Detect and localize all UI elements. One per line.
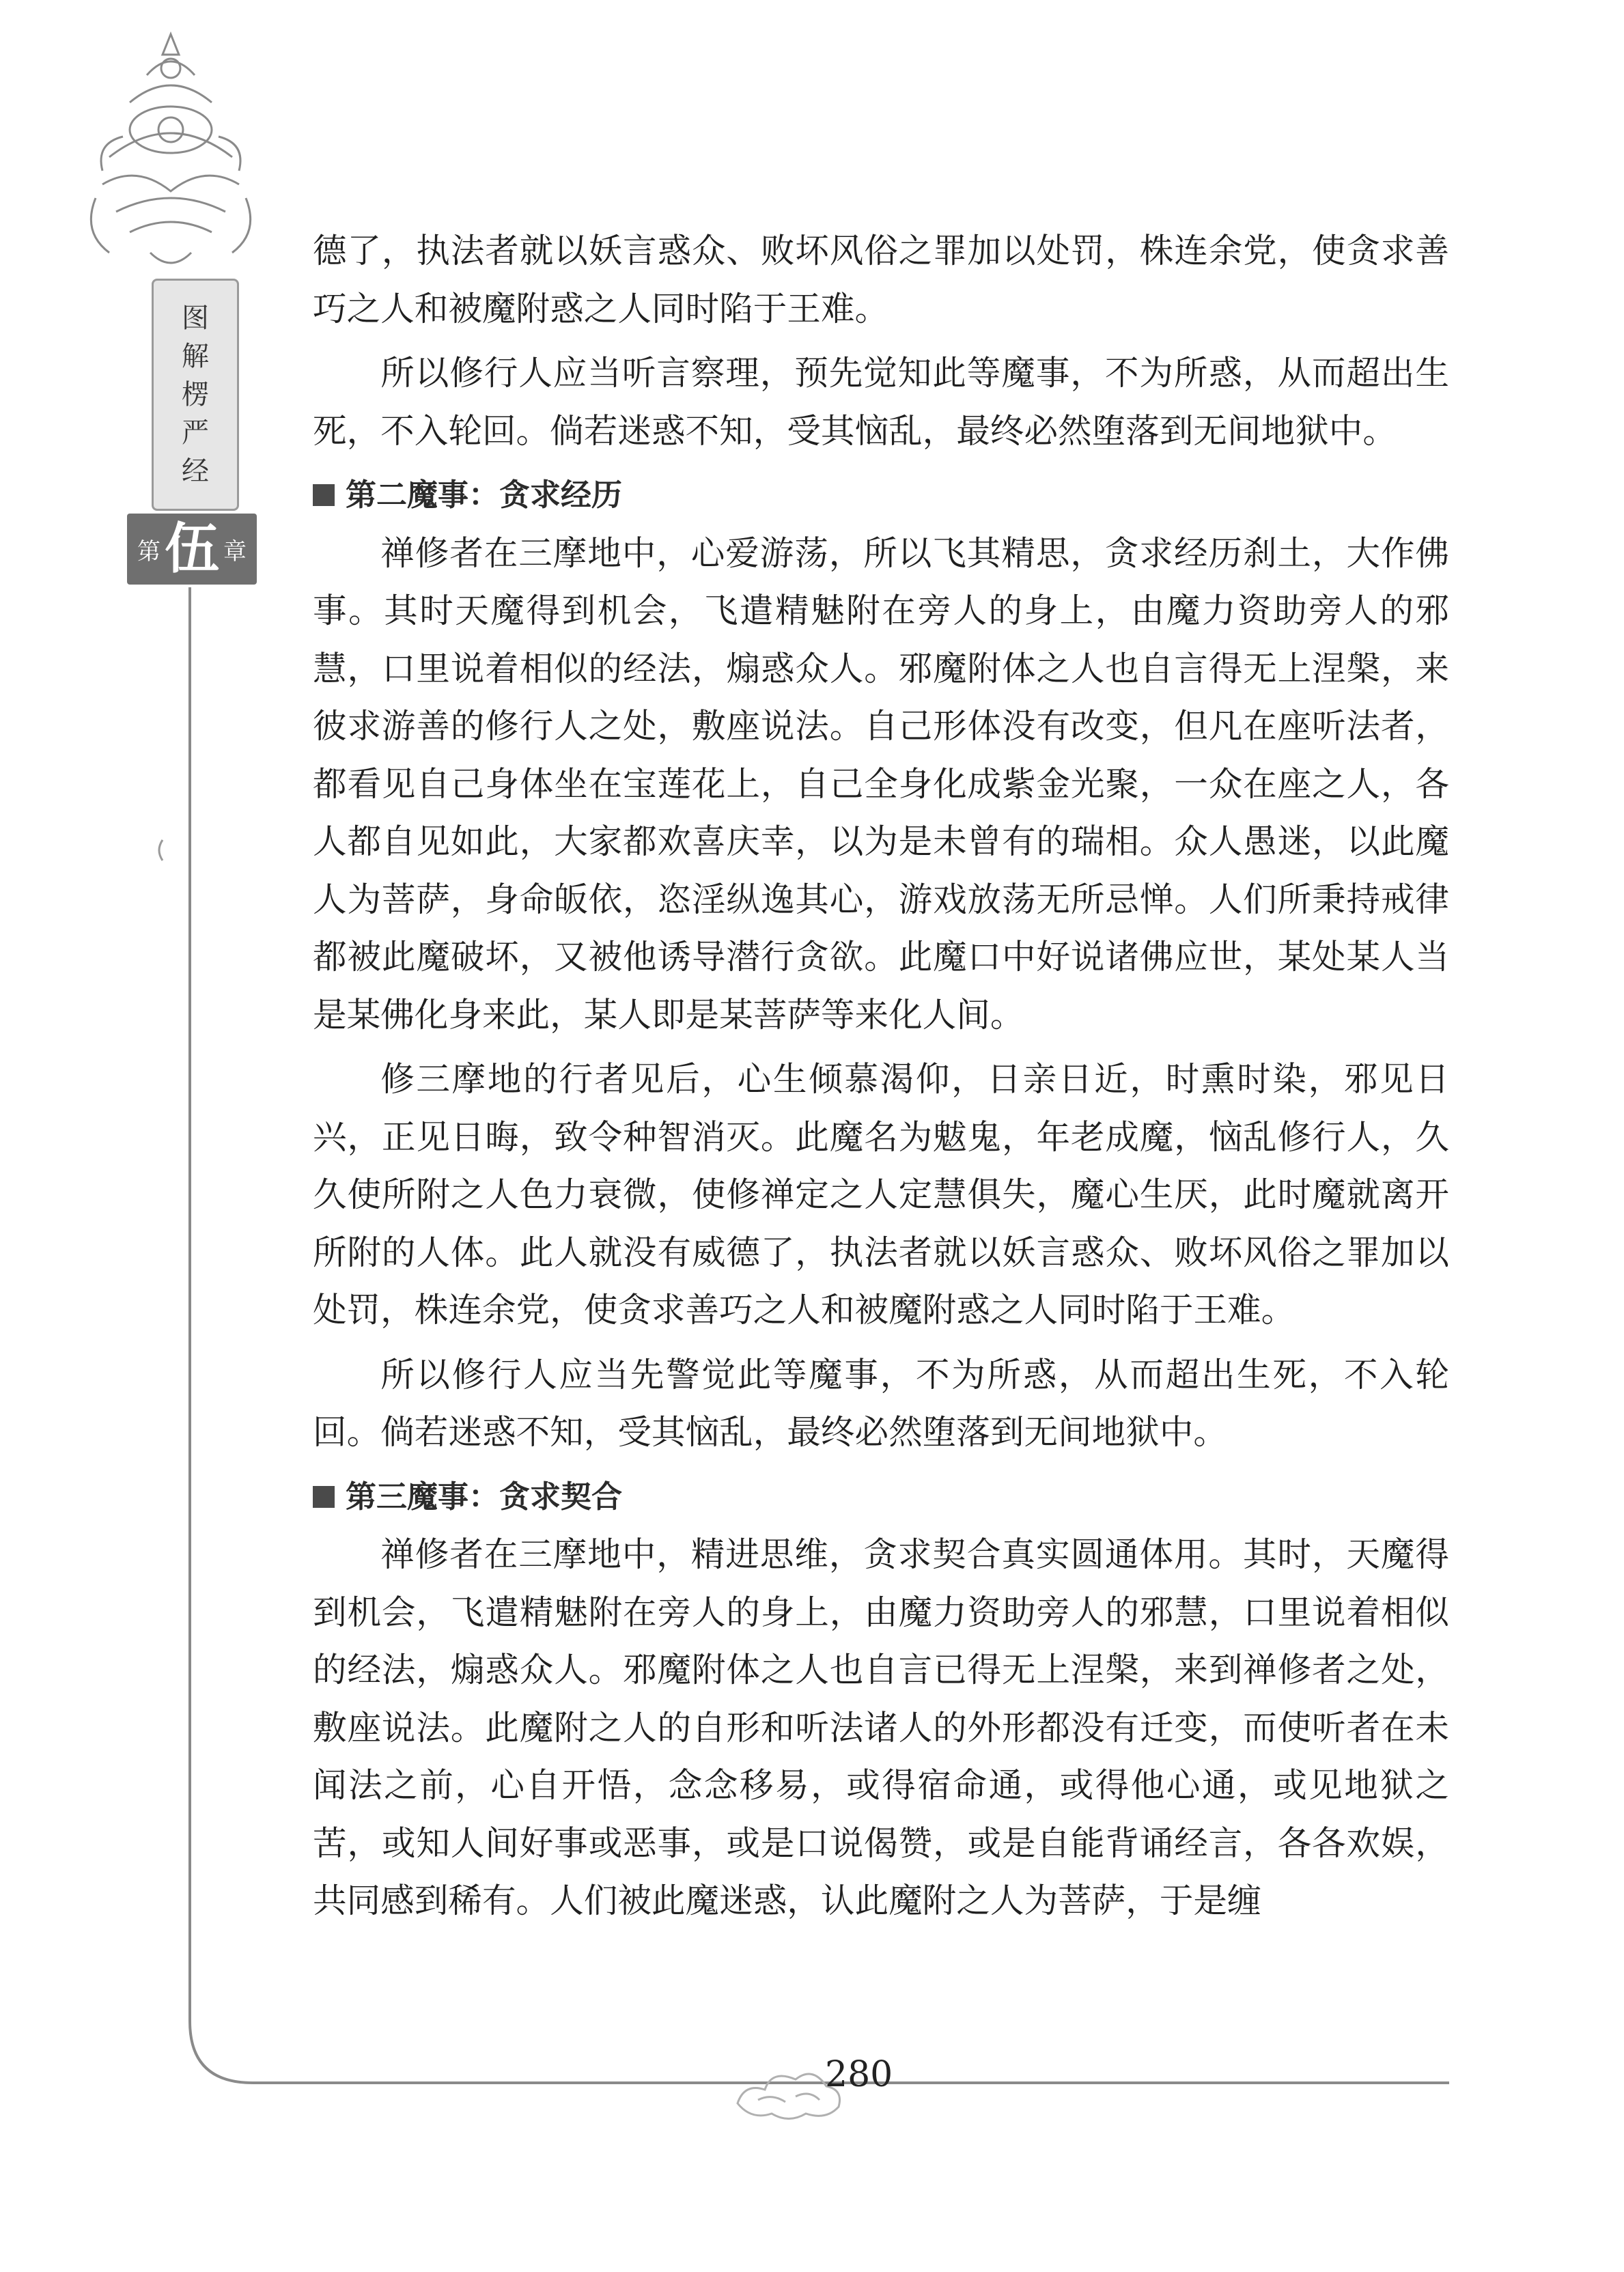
book-title-char: 经	[182, 455, 209, 487]
section-heading-text: 第二魔事：贪求经历	[346, 477, 623, 513]
book-title-tab	[152, 279, 239, 511]
book-title-char: 图	[182, 303, 209, 334]
lotus-ornament-icon	[82, 27, 260, 314]
book-title-char: 解	[182, 341, 209, 372]
chapter-prefix: 第	[137, 537, 160, 565]
square-bullet-icon	[313, 1486, 335, 1508]
paragraph: 禅修者在三摩地中，心爱游荡，所以飞其精思，贪求经历刹土，大作佛事。其时天魔得到机会，飞遣精魅附在旁人的身上，由魔力资助旁人的邪慧，口里说着相似的经法，煽惑众人。邪魔附体之人也自言得无上涅槃，来彼求游善的修行人之处，敷座说法。自己形体没有改变，但凡在座听法者，都看见自己身体坐在宝莲花上，自己全身化成紫金光聚，一众在座之人，各人都自见如此，大家都欢喜庆幸，以为是未曾有的瑞相。众人愚迷，以此魔人为菩萨，身命皈依，恣淫纵逸其心，游戏放荡无所忌惮。人们所秉持戒律都被此魔破坏，又被他诱导潜行贪欲。此魔口中好说诸佛应世，某处某人当是某佛化身来此，某人即是某菩萨等来化人间。	[313, 533, 1449, 1035]
body-text	[313, 222, 1449, 1937]
paragraph: 德了，执法者就以妖言惑众、败坏风俗之罪加以处罚，株连余党，使贪求善巧之人和被魔附惑之人同时陷于王难。	[313, 231, 1449, 328]
page-number: 280	[825, 2054, 893, 2095]
square-bullet-icon	[313, 484, 335, 506]
section-heading	[313, 1468, 1449, 1526]
book-title-char: 严	[182, 417, 209, 449]
section-heading	[313, 466, 1449, 524]
paragraph: 所以修行人应当听言察理，预先觉知此等魔事，不为所惑，从而超出生死，不入轮回。倘若迷惑不知，受其恼乱，最终必然堕落到无间地狱中。	[313, 353, 1449, 451]
book-title-char: 楞	[182, 379, 209, 410]
paragraph: 禅修者在三摩地中，精进思维，贪求契合真实圆通体用。其时，天魔得到机会，飞遣精魅附在旁人的身上，由魔力资助旁人的邪慧，口里说着相似的经法，煽惑众人。邪魔附体之人也自言已得无上涅槃，来到禅修者之处，敷座说法。此魔附之人的自形和听法诸人的外形都没有迁变，而使听者在未闻法之前，心自开悟，念念移易，或得宿命通，或得他心通，或见地狱之苦，或知人间好事或恶事，或是口说偈赞，或是自能背诵经言，各各欢娱，共同感到稀有。人们被此魔迷惑，认此魔附之人为菩萨，于是缠	[313, 1534, 1449, 1920]
chapter-badge	[127, 514, 257, 585]
chapter-suffix: 章	[223, 537, 247, 565]
chapter-numeral: 伍	[165, 517, 219, 580]
section-heading-text: 第三魔事：贪求契合	[346, 1478, 623, 1515]
paragraph: 修三摩地的行者见后，心生倾慕渴仰，日亲日近，时熏时染，邪见日兴，正见日晦，致令种智消灭。此魔名为魃鬼，年老成魔，恼乱修行人，久久使所附之人色力衰微，使修禅定之人定慧俱失，魔心生厌，此时魔就离开所附的人体。此人就没有威德了，执法者就以妖言惑众、败坏风俗之罪加以处罚，株连余党，使贪求善巧之人和被魔附惑之人同时陷于王难。	[313, 1059, 1449, 1330]
paragraph: 所以修行人应当先警觉此等魔事，不为所惑，从而超出生死，不入轮回。倘若迷惑不知，受其恼乱，最终必然堕落到无间地狱中。	[313, 1354, 1449, 1452]
